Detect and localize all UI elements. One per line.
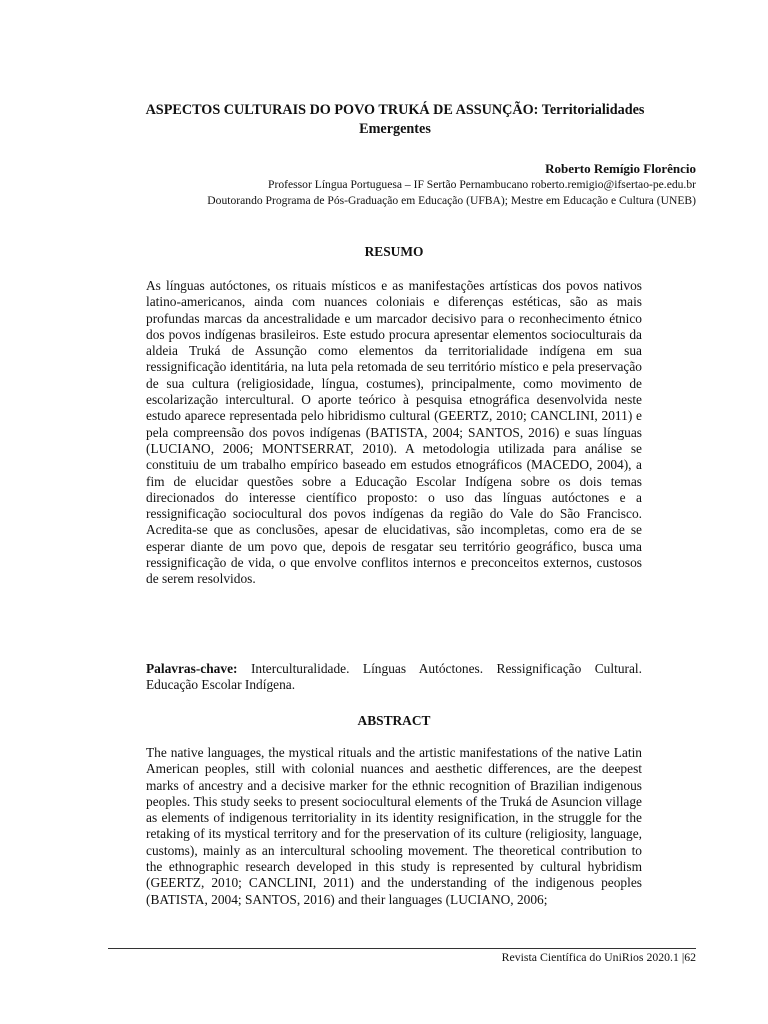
keywords-paragraph: [146, 661, 642, 694]
author-affiliation-1: Professor Língua Portuguesa – IF Sertão Pernambucano roberto.remigio@ifsertao-pe.edu.br: [268, 178, 696, 191]
resumo-paragraph: As línguas autóctones, os rituais místicos e as manifestações artísticas dos povos nativos latino-americanos, ainda com nuances coloniais e diferenças estéticas, são as mais profundas marcas da ancestralidade e um marcador decisivo para o reconhecimento étnico dos povos indígenas brasileiros. Este estudo procura apresentar elementos socioculturais da aldeia Truká de Assunção como elementos da territorialidade indígena em sua ressignificação identitária, na luta pela retomada de seu território místico e pela preservação de sua cultura (religiosidade, língua, costumes), principalmente, como movimento de escolarização intercultural. O aporte teórico à pesquisa etnográfica desenvolvida neste estudo aparece representada pelo hibridismo cultural (GEERTZ, 2010; CANCLINI, 2011) e pela compreensão dos povos indígenas (BATISTA, 2004; SANTOS, 2016) e suas línguas (LUCIANO, 2006; MONTSERRAT, 2010). A metodologia utilizada para análise se constituiu de um trabalho empírico baseado em estudos etnográficos (MACEDO, 2004), a fim de elucidar questões sobre a Educação Escolar Indígena sobre os dois temas direcionados do interesse científico proposto: o uso das línguas autóctones e a ressignificação sociocultural dos povos indígenas da região do Vale do São Francisco. Acredita-se que as conclusões, apesar de elucidativas, são incompletas, como era de se esperar diante de um povo que, depois de resgatar seu território geográfico, busca uma ressignificação de vida, o que envolve conflitos internos e preconceitos externos, custosos de serem resolvidos.: [146, 278, 642, 587]
page-footer: Revista Científica do UniRios 2020.1 |62: [501, 950, 696, 964]
keywords-list: Interculturalidade. Línguas Autóctones. Ressignificação Cultural. Educação Escolar Indígena.: [146, 661, 642, 693]
abstract-paragraph: The native languages, the mystical rituals and the artistic manifestations of the native Latin American peoples, still with colonial nuances and aesthetic differences, are the deepest marks of ancestry and a decisive marker for the ethnic recognition of Brazilian indigenous peoples. This study seeks to present sociocultural elements of the Truká de Asuncion village as elements of indigenous territoriality in its identity resignification, in the struggle for the retaking of its mystical territory and for the preservation of its culture (religiosity, language, customs), mainly as an intercultural schooling movement. The theoretical contribution to the ethnographic research developed in this study is represented by cultural hybridism (GEERTZ, 2010; CANCLINI, 2011) and the understanding of the indigenous peoples (BATISTA, 2004; SANTOS, 2016) and their languages (LUCIANO, 2006;: [146, 745, 642, 907]
author-name: Roberto Remígio Florêncio: [545, 161, 696, 176]
footer-rule: [108, 948, 696, 949]
resumo-heading: RESUMO: [364, 244, 424, 259]
keywords-label: Palavras-chave:: [146, 661, 238, 676]
author-affiliation-2: Doutorando Programa de Pós-Graduação em Educação (UFBA); Mestre em Educação e Cultura (UNEB): [207, 194, 696, 207]
article-title: ASPECTOS CULTURAIS DO POVO TRUKÁ DE ASSUNÇÃO: Territorialidades Emergentes: [145, 102, 645, 137]
abstract-heading: ABSTRACT: [357, 713, 431, 728]
